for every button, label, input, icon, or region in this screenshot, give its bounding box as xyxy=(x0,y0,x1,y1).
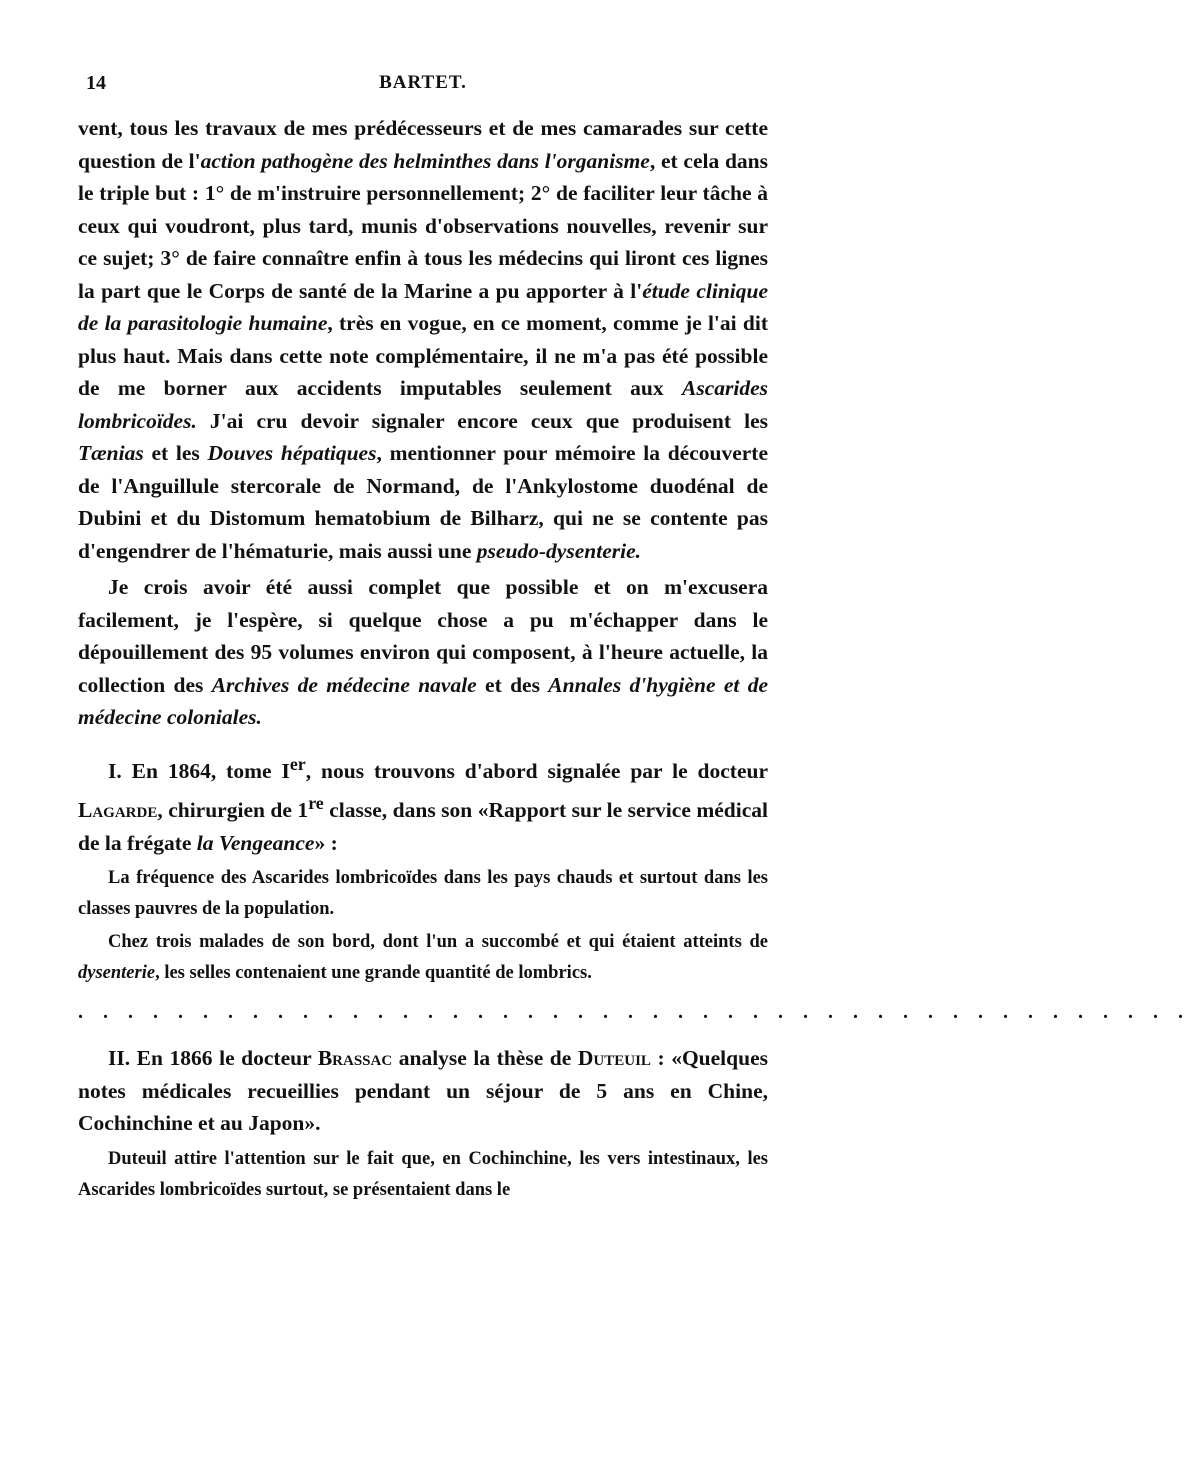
page-header xyxy=(78,72,768,102)
text-span: vent, tous les travaux de mes prédécesseurs et de mes camarades sur cette question de l' xyxy=(78,116,768,173)
text-span: , et cela dans le triple but : 1° de m'instruire personnellement; 2° de faciliter leur tâche à ceux qui voudront, plus tard, munis d'observations nouvelles, revenir sur ce sujet; 3° de faire connaître enfin à tous les médecins qui liront ces lignes la part que le Corps de santé de la Marine a pu apporter à l' xyxy=(78,148,768,303)
text-span: et des xyxy=(476,672,549,697)
ellipsis-divider: . . . . . . . . . . . . . . . . . . . . . . . . . . . . . . . . . . . . . . . . . . . . . xyxy=(78,1001,1191,1024)
text-span: classe, dans son «Rapport sur le service médical de la frégate xyxy=(78,798,768,855)
italic-span: étude clinique de la parasitologie humaine xyxy=(78,278,769,335)
author-name: Lagarde xyxy=(78,798,158,823)
text-span: , très en vogue, en ce moment, comme je l'ai dit plus haut. Mais dans cette note complémentaire, il ne m'a pas été possible de me borner aux accidents imputables seulement aux xyxy=(78,311,768,400)
superscript: er xyxy=(289,753,306,774)
italic-span: la Vengeance xyxy=(196,830,315,855)
italic-span: Douves hépatiques xyxy=(207,441,377,465)
italic-span: Archives de médecine navale xyxy=(211,672,477,697)
text-span: et les xyxy=(143,441,208,465)
quote-frequency xyxy=(78,863,768,925)
italic-span: Ascarides lombricoïdes. xyxy=(78,376,768,433)
text-span: La fréquence des Ascarides lombricoïdes dans les pays chauds et surtout dans les classes pauvres de la population. xyxy=(78,868,768,920)
author-name: Brassac xyxy=(317,1046,393,1071)
text-span: I. En 1864, tome I xyxy=(108,758,290,783)
paragraph-section-2 xyxy=(78,1042,768,1140)
document-page xyxy=(78,0,1191,1206)
paragraph-completeness xyxy=(78,571,768,734)
text-span: J'ai cru devoir signaler encore ceux que produisent les xyxy=(196,408,768,433)
italic-span: dysenterie xyxy=(78,963,156,984)
text-span: » : xyxy=(314,830,338,855)
text-span: analyse la thèse de xyxy=(392,1046,578,1071)
text-span: Chez trois malades de son bord, dont l'un a succombé et qui étaient atteints de xyxy=(108,932,768,953)
text-span: , les selles contenaient une grande quantité de lombrics. xyxy=(155,963,592,984)
text-span: , chirurgien de 1 xyxy=(157,798,309,823)
paragraph-section-1 xyxy=(78,748,768,860)
text-span: Duteuil attire l'attention sur le fait que, en Cochinchine, les vers intestinaux, les Ascarides lombricoïdes surtout, se présentaient dans le xyxy=(78,1148,768,1200)
page-number: 14 xyxy=(86,72,106,94)
text-span: , mentionner pour mémoire la découverte de l'Anguillule stercorale de Normand, de l'Ankylostome duodénal de Dubini et du Distomum hematobium de Bilharz, qui ne se contente pas d'engendrer de l'hématurie, mais aussi une xyxy=(78,441,768,563)
text-span: II. En 1866 le docteur xyxy=(108,1046,318,1071)
italic-span: action pathogène des helminthes dans l'organisme xyxy=(200,148,650,173)
quote-patients xyxy=(78,927,768,989)
text-span: : «Quelques notes médicales recueillies pendant un séjour de 5 ans en Chine, Cochinchine et au Japon». xyxy=(78,1046,768,1136)
italic-span: pseudo-dysenterie. xyxy=(476,538,641,563)
running-head: BARTET. xyxy=(379,72,467,93)
paragraph-intro xyxy=(78,112,768,567)
italic-span: Tænias xyxy=(78,441,144,465)
author-name: Duteuil xyxy=(577,1046,651,1071)
superscript: re xyxy=(308,793,324,814)
italic-span: Annales d'hygiène et de médecine coloniales. xyxy=(78,672,768,729)
text-span: , nous trouvons d'abord signalée par le docteur xyxy=(305,758,768,783)
text-span: Je crois avoir été aussi complet que possible et on m'excusera facilement, je l'espère, si quelque chose a pu m'échapper dans le dépouillement des 95 volumes environ qui composent, à l'heure actuelle, la collection des xyxy=(78,575,768,697)
quote-duteuil xyxy=(78,1144,768,1206)
